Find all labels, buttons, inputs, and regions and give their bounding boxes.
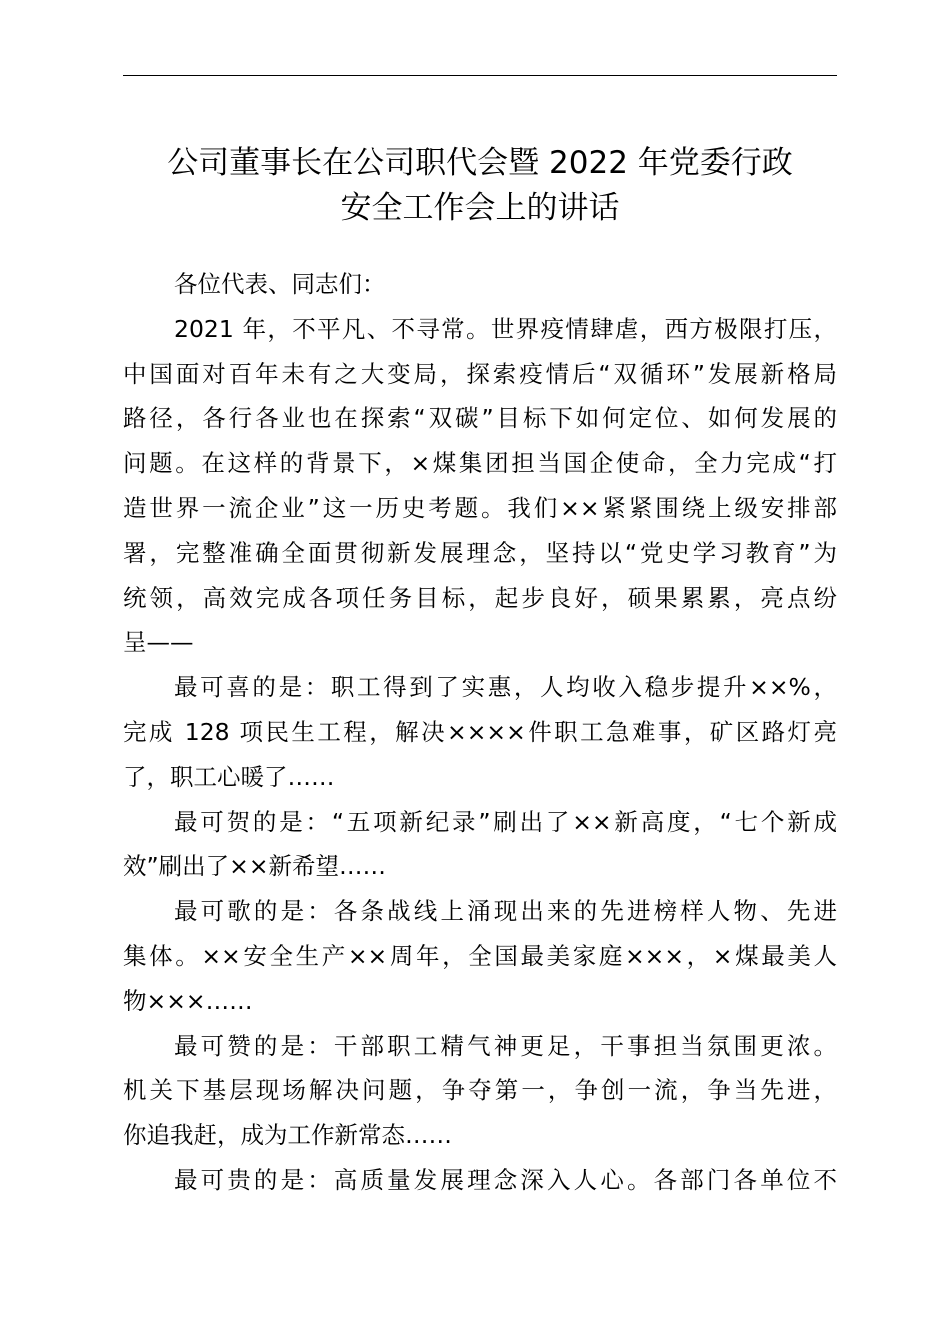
body-line: 统领，高效完成各项任务目标，起步良好，硕果累累，亮点纷 [123,583,837,612]
body-line: 机关下基层现场解决问题，争夺第一，争创一流，争当先进， [123,1076,837,1105]
title-line-1: 公司董事长在公司职代会暨 2022 年党委行政 [167,145,793,181]
body-line: 最可贺的是：“五项新纪录”刷出了××新高度，“七个新成 [174,807,837,836]
body-line: 问题。在这样的背景下，×煤集团担当国企使命，全力完成“打 [123,449,837,478]
body-line: 呈—— [123,628,194,657]
body-line: 路径，各行各业也在探索“双碳”目标下如何定位、如何发展的 [123,404,837,433]
document-title [123,138,837,228]
body-line: 你追我赶，成为工作新常态…… [123,1121,452,1150]
body-line: 物×××…… [123,986,253,1015]
body-line: 集体。××安全生产××周年，全国最美家庭×××，×煤最美人 [123,941,837,970]
body-line: 中国面对百年未有之大变局，探索疫情后“双循环”发展新格局 [123,359,837,388]
body-line: 2021 年，不平凡、不寻常。世界疫情肆虐，西方极限打压， [174,314,837,343]
body-line: 最可歌的是：各条战线上涌现出来的先进榜样人物、先进 [174,897,837,926]
body-line: 了，职工心暖了…… [123,762,335,791]
body-line: 最可赞的是：干部职工精气神更足，干事担当氛围更浓。 [174,1031,837,1060]
body-line: 各位代表、同志们： [174,270,386,298]
header-rule [123,75,837,76]
document-body [123,262,837,1203]
body-line: 最可喜的是：职工得到了实惠，人均收入稳步提升××%， [174,673,837,702]
body-line: 最可贵的是：高质量发展理念深入人心。各部门各单位不 [174,1165,837,1194]
body-line: 完成 128 项民生工程，解决××××件职工急难事，矿区路灯亮 [123,717,837,746]
body-line: 造世界一流企业”这一历史考题。我们××紧紧围绕上级安排部 [123,493,837,522]
body-line: 署，完整准确全面贯彻新发展理念，坚持以“党史学习教育”为 [123,538,837,567]
body-line: 效”刷出了××新希望…… [123,852,387,881]
title-line-2: 安全工作会上的讲话 [340,189,620,226]
